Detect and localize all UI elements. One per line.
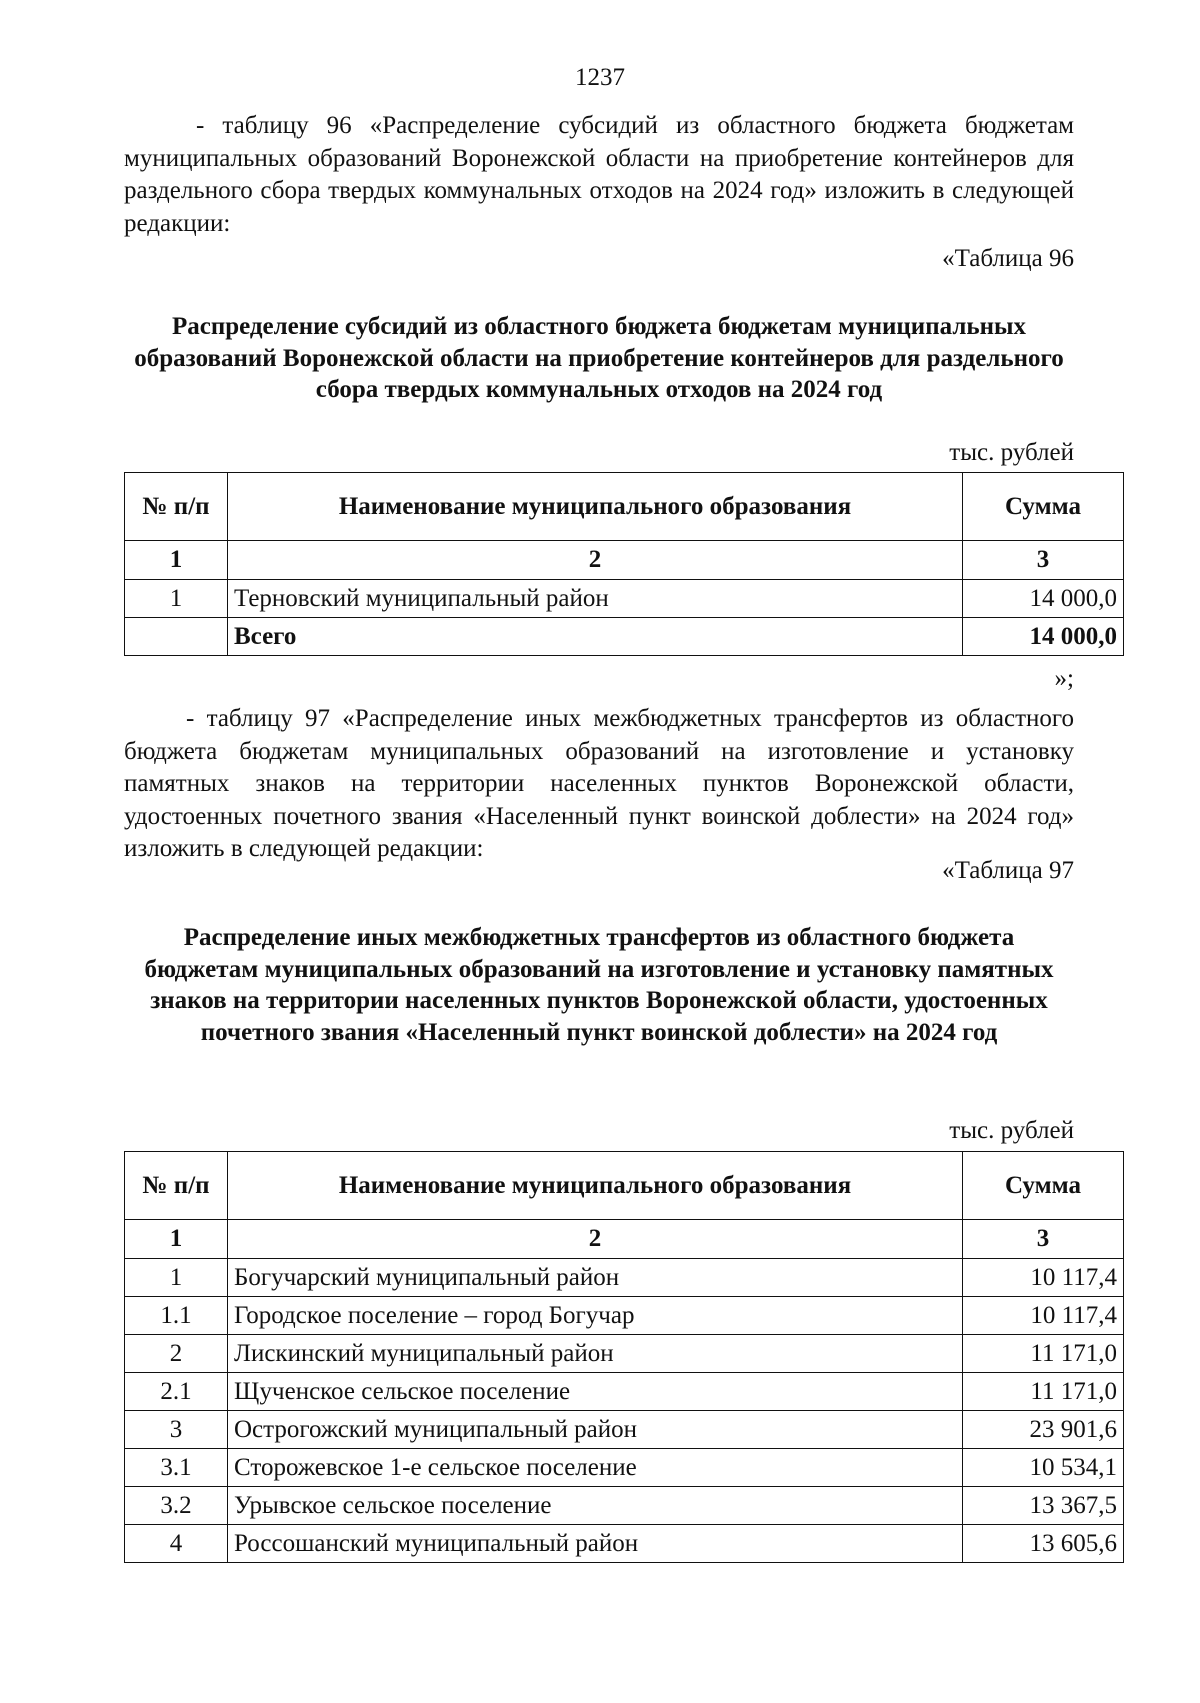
row-sum: 11 171,0	[963, 1335, 1124, 1373]
table-row	[125, 1297, 1124, 1335]
table-row	[125, 1411, 1124, 1449]
table-97-heading: Распределение иных межбюджетных трансфертов из областного бюджета бюджетам муниципальных образований на изготовление и установку памятных знаков на территории населенных пунктов Воронежской области, удостоенных почетного звания «Населенный пункт воинской доблести» на 2024 год	[144, 924, 1054, 1046]
amendment-paragraph-96: - таблицу 96 «Распределение субсидий из областного бюджета бюджетам муниципальных образований Воронежской области на приобретение контейнеров для раздельного сбора твердых коммунальных отходов на 2024 год» изложить в следующей редакции:	[124, 112, 1074, 237]
row-number: 3.2	[125, 1487, 228, 1525]
row-sum: 10 117,4	[963, 1259, 1124, 1297]
table-row	[125, 1259, 1124, 1297]
table-row	[125, 1335, 1124, 1373]
total-number	[125, 618, 228, 656]
row-number: 3	[125, 1411, 228, 1449]
index-cell: 3	[963, 1220, 1124, 1259]
col-number-header: № п/п	[125, 473, 228, 541]
table-row	[125, 1487, 1124, 1525]
col-name-header: Наименование муниципального образования	[228, 1152, 963, 1220]
row-sum: 10 117,4	[963, 1297, 1124, 1335]
row-sum: 10 534,1	[963, 1449, 1124, 1487]
table-row	[125, 1373, 1124, 1411]
col-sum-header: Сумма	[963, 1152, 1124, 1220]
row-sum: 13 605,6	[963, 1525, 1124, 1563]
table-row	[125, 1525, 1124, 1563]
row-name: Богучарский муниципальный район	[228, 1259, 963, 1297]
total-label: Всего	[228, 618, 963, 656]
row-name: Острогожский муниципальный район	[228, 1411, 963, 1449]
row-name: Щученское сельское поселение	[228, 1373, 963, 1411]
table-row	[125, 580, 1124, 618]
table-97-units: тыс. рублей	[949, 1117, 1074, 1144]
table-96	[124, 472, 1124, 656]
index-cell: 3	[963, 541, 1124, 580]
table-97	[124, 1151, 1124, 1563]
row-number: 3.1	[125, 1449, 228, 1487]
row-number: 2.1	[125, 1373, 228, 1411]
table-total-row	[125, 618, 1124, 656]
page-number: 1237	[575, 64, 625, 91]
table-96-units: тыс. рублей	[949, 439, 1074, 466]
row-name: Терновский муниципальный район	[228, 580, 963, 618]
index-cell: 1	[125, 541, 228, 580]
row-name: Сторожевское 1-е сельское поселение	[228, 1449, 963, 1487]
row-sum: 13 367,5	[963, 1487, 1124, 1525]
row-sum: 14 000,0	[963, 580, 1124, 618]
table-96-heading: Распределение субсидий из областного бюджета бюджетам муниципальных образований Воронежской области на приобретение контейнеров для раздельного сбора твердых коммунальных отходов на 2024 год	[134, 313, 1064, 403]
index-cell: 2	[228, 1220, 963, 1259]
row-sum: 23 901,6	[963, 1411, 1124, 1449]
index-cell: 1	[125, 1220, 228, 1259]
table-97-reference: «Таблица 97	[942, 857, 1074, 884]
row-name: Городское поселение – город Богучар	[228, 1297, 963, 1335]
table-row	[125, 1449, 1124, 1487]
row-name: Россошанский муниципальный район	[228, 1525, 963, 1563]
table-96-header-row	[125, 473, 1124, 541]
row-number: 1.1	[125, 1297, 228, 1335]
row-name: Урывское сельское поселение	[228, 1487, 963, 1525]
col-number-header: № п/п	[125, 1152, 228, 1220]
total-sum: 14 000,0	[963, 618, 1124, 656]
col-sum-header: Сумма	[963, 473, 1124, 541]
index-cell: 2	[228, 541, 963, 580]
row-number: 1	[125, 1259, 228, 1297]
row-sum: 11 171,0	[963, 1373, 1124, 1411]
row-number: 2	[125, 1335, 228, 1373]
table-96-reference: «Таблица 96	[942, 245, 1074, 272]
row-number: 1	[125, 580, 228, 618]
row-name: Лискинский муниципальный район	[228, 1335, 963, 1373]
table-97-header-row	[125, 1152, 1124, 1220]
table-96-close-quote: »;	[1054, 665, 1074, 692]
amendment-paragraph-97: - таблицу 97 «Распределение иных межбюджетных трансфертов из областного бюджета бюджетам муниципальных образований на изготовление и установку памятных знаков на территории населенных пунктов Воронежской области, удостоенных почетного звания «Населенный пункт воинской доблести» на 2024 год» изложить в следующей редакции:	[124, 705, 1074, 862]
row-number: 4	[125, 1525, 228, 1563]
table-96-index-row	[125, 541, 1124, 580]
table-97-index-row	[125, 1220, 1124, 1259]
col-name-header: Наименование муниципального образования	[228, 473, 963, 541]
